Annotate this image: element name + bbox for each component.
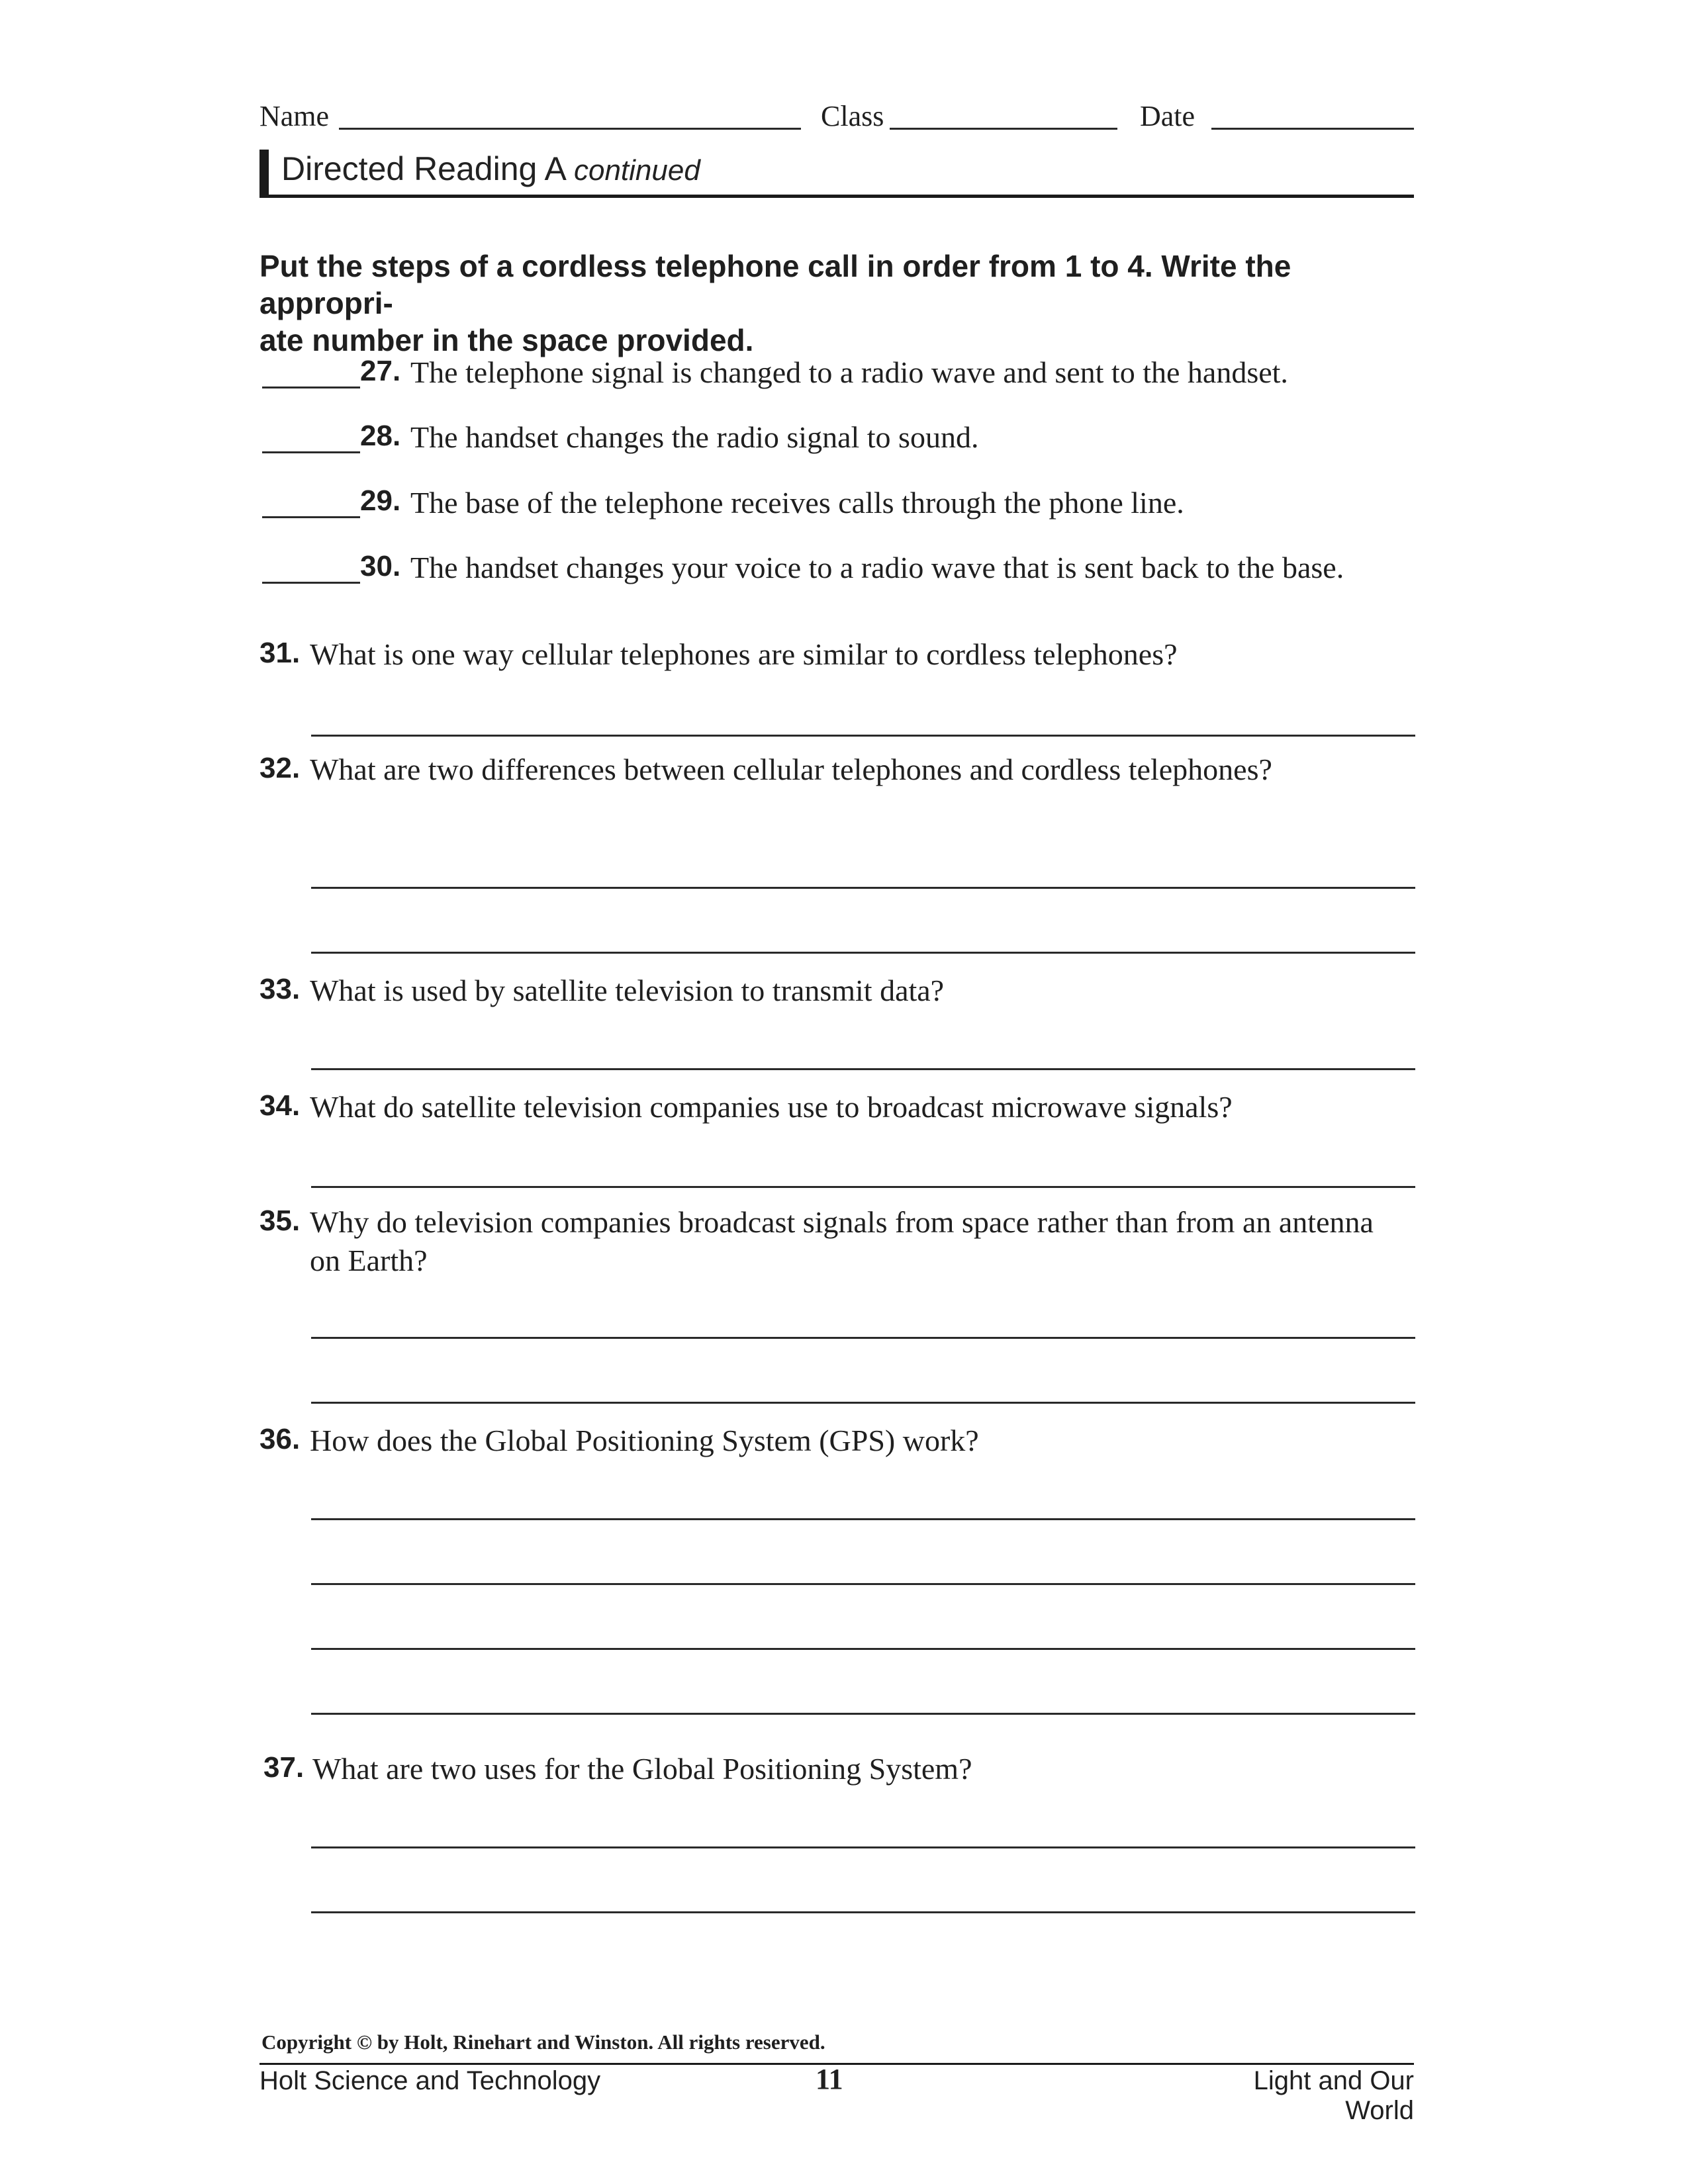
step-30-number: 30. (360, 550, 401, 582)
question-37-answer-line-2[interactable] (311, 1911, 1415, 1913)
question-36-answer-line-2[interactable] (311, 1583, 1415, 1585)
question-37-number: 37. (263, 1751, 305, 1784)
date-field[interactable] (1211, 128, 1414, 130)
step-29-number: 29. (360, 484, 401, 517)
question-33-text: What is used by satellite television to transmit data? (310, 974, 945, 1007)
question-33-answer-line[interactable] (311, 1068, 1415, 1070)
question-36-answer-line-1[interactable] (311, 1518, 1415, 1520)
class-field[interactable] (890, 128, 1117, 130)
question-36-text: How does the Global Positioning System (GPS) work? (310, 1424, 979, 1457)
question-32-text: What are two differences between cellular telephones and cordless telephones? (310, 752, 1272, 786)
question-32-answer-line-1[interactable] (311, 887, 1415, 889)
date-label: Date (1140, 100, 1196, 132)
title-main: Directed Reading A (281, 150, 565, 187)
question-35-text: Why do television companies broadcast signals from space rather than from an antenna on Earth? (310, 1205, 1374, 1277)
step-30-answer-blank[interactable] (262, 582, 360, 584)
question-32-number: 32. (259, 752, 301, 784)
question-37-answer-line-1[interactable] (311, 1846, 1415, 1848)
instructions-line-1: Put the steps of a cordless telephone call in order from 1 to 4. Write the appropri- (259, 249, 1291, 320)
name-label: Name (259, 100, 330, 132)
book-title: Holt Science and Technology (259, 2066, 601, 2095)
question-35-number: 35. (259, 1205, 301, 1237)
step-29-text: The base of the telephone receives calls through the phone line. (410, 486, 1184, 520)
instructions (259, 248, 1431, 359)
copyright-notice: Copyright © by Holt, Rinehart and Winston. All rights reserved. (261, 2030, 825, 2054)
step-28-number: 28. (360, 420, 401, 452)
question-33-number: 33. (259, 973, 301, 1005)
step-27-answer-blank[interactable] (262, 387, 360, 388)
question-35-answer-line-2[interactable] (311, 1402, 1415, 1404)
page-title (281, 150, 700, 188)
question-31-answer-line[interactable] (311, 735, 1415, 737)
name-field[interactable] (339, 128, 801, 130)
title-suffix: continued (573, 154, 700, 187)
question-34-text: What do satellite television companies use to broadcast microwave signals? (310, 1090, 1233, 1124)
step-27-text: The telephone signal is changed to a radio wave and sent to the handset. (410, 355, 1288, 389)
step-27-number: 27. (360, 355, 401, 387)
question-36-answer-line-3[interactable] (311, 1648, 1415, 1650)
instructions-line-2: ate number in the space provided. (259, 323, 754, 357)
question-31-number: 31. (259, 637, 301, 669)
question-34-number: 34. (259, 1089, 301, 1122)
question-32-answer-line-2[interactable] (311, 952, 1415, 954)
step-28-answer-blank[interactable] (262, 451, 360, 453)
title-marker (259, 150, 269, 196)
question-36-number: 36. (259, 1423, 301, 1455)
step-30-text: The handset changes your voice to a radio wave that is sent back to the base. (410, 551, 1344, 584)
question-34-answer-line[interactable] (311, 1186, 1415, 1188)
chapter-title: Light and Our World (1253, 2066, 1414, 2125)
step-29-answer-blank[interactable] (262, 516, 360, 518)
question-36-answer-line-4[interactable] (311, 1713, 1415, 1715)
question-37-text: What are two uses for the Global Positioning System? (312, 1752, 972, 1786)
class-label: Class (821, 100, 884, 132)
question-35-answer-line-1[interactable] (311, 1337, 1415, 1339)
step-28-text: The handset changes the radio signal to sound. (410, 420, 979, 454)
page-number: 11 (816, 2063, 843, 2095)
question-31-text: What is one way cellular telephones are similar to cordless telephones? (310, 637, 1178, 671)
